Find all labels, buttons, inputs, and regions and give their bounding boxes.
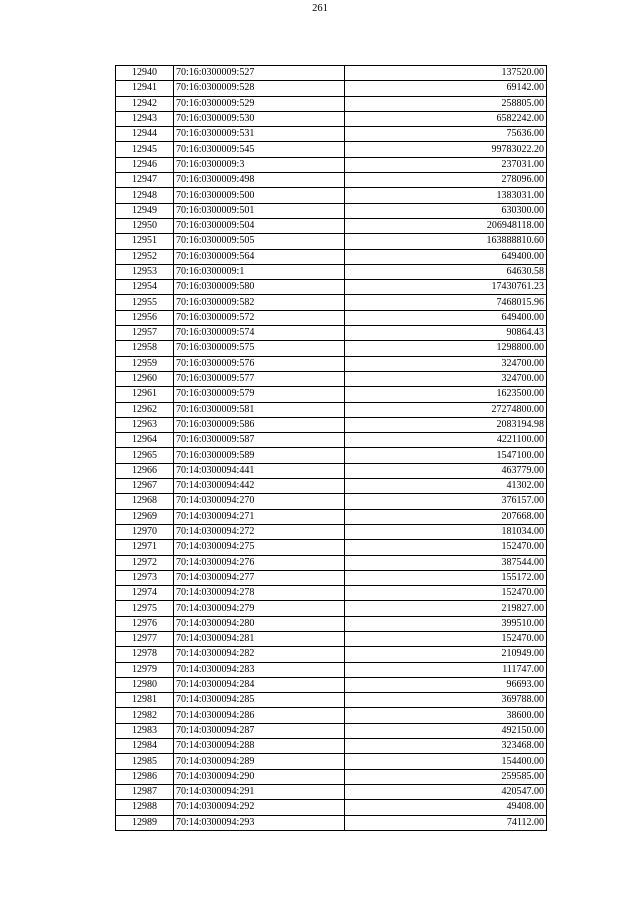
row-number-cell: 12962 [116, 402, 174, 417]
cadastral-value-cell: 181034.00 [345, 524, 547, 539]
table-row [116, 264, 547, 279]
table-row [116, 479, 547, 494]
cadastral-value-cell: 111747.00 [345, 662, 547, 677]
page-number: 261 [312, 3, 328, 14]
cadastral-number-cell: 70:16:0300009:582 [174, 295, 345, 310]
cadastral-value-cell: 2083194.98 [345, 417, 547, 432]
cadastral-value-cell: 649400.00 [345, 310, 547, 325]
cadastral-value-cell: 152470.00 [345, 540, 547, 555]
table-row [116, 218, 547, 233]
table-row [116, 815, 547, 830]
table-row [116, 616, 547, 631]
cadastral-number-cell: 70:16:0300009:586 [174, 417, 345, 432]
cadastral-value-cell: 155172.00 [345, 570, 547, 585]
cadastral-value-cell: 49408.00 [345, 800, 547, 815]
table-row [116, 693, 547, 708]
row-number-cell: 12980 [116, 677, 174, 692]
cadastral-value-cell: 324700.00 [345, 356, 547, 371]
row-number-cell: 12983 [116, 723, 174, 738]
cadastral-value-cell: 278096.00 [345, 173, 547, 188]
row-number-cell: 12952 [116, 249, 174, 264]
cadastral-value-cell: 27274800.00 [345, 402, 547, 417]
row-number-cell: 12968 [116, 494, 174, 509]
cadastral-value-cell: 41302.00 [345, 479, 547, 494]
table-row [116, 356, 547, 371]
row-number-cell: 12984 [116, 739, 174, 754]
table-row [116, 677, 547, 692]
cadastral-number-cell: 70:16:0300009:528 [174, 81, 345, 96]
table-row [116, 310, 547, 325]
table-row [116, 540, 547, 555]
row-number-cell: 12987 [116, 784, 174, 799]
table-row [116, 326, 547, 341]
cadastral-number-cell: 70:14:0300094:292 [174, 800, 345, 815]
cadastral-number-cell: 70:14:0300094:442 [174, 479, 345, 494]
row-number-cell: 12965 [116, 448, 174, 463]
cadastral-value-cell: 324700.00 [345, 371, 547, 386]
row-number-cell: 12982 [116, 708, 174, 723]
table-row [116, 433, 547, 448]
cadastral-number-cell: 70:16:0300009:501 [174, 203, 345, 218]
cadastral-number-cell: 70:14:0300094:271 [174, 509, 345, 524]
table-row [116, 96, 547, 111]
cadastral-number-cell: 70:14:0300094:287 [174, 723, 345, 738]
cadastral-number-cell: 70:16:0300009:575 [174, 341, 345, 356]
row-number-cell: 12942 [116, 96, 174, 111]
row-number-cell: 12967 [116, 479, 174, 494]
cadastral-value-table [115, 65, 547, 831]
cadastral-number-cell: 70:16:0300009:500 [174, 188, 345, 203]
cadastral-value-cell: 219827.00 [345, 601, 547, 616]
row-number-cell: 12953 [116, 264, 174, 279]
table-row [116, 555, 547, 570]
cadastral-number-cell: 70:16:0300009:572 [174, 310, 345, 325]
cadastral-number-cell: 70:14:0300094:288 [174, 739, 345, 754]
cadastral-number-cell: 70:16:0300009:545 [174, 142, 345, 157]
table-row [116, 371, 547, 386]
cadastral-number-cell: 70:14:0300094:291 [174, 784, 345, 799]
cadastral-number-cell: 70:16:0300009:576 [174, 356, 345, 371]
table-row [116, 647, 547, 662]
cadastral-value-cell: 75636.00 [345, 127, 547, 142]
row-number-cell: 12971 [116, 540, 174, 555]
row-number-cell: 12954 [116, 280, 174, 295]
cadastral-number-cell: 70:16:0300009:527 [174, 66, 345, 81]
row-number-cell: 12947 [116, 173, 174, 188]
cadastral-number-cell: 70:14:0300094:290 [174, 769, 345, 784]
cadastral-value-cell: 387544.00 [345, 555, 547, 570]
cadastral-value-cell: 237031.00 [345, 157, 547, 172]
cadastral-value-cell: 38600.00 [345, 708, 547, 723]
cadastral-value-cell: 99783022.20 [345, 142, 547, 157]
cadastral-number-cell: 70:16:0300009:530 [174, 111, 345, 126]
cadastral-value-cell: 1383031.00 [345, 188, 547, 203]
row-number-cell: 12948 [116, 188, 174, 203]
cadastral-value-cell: 323468.00 [345, 739, 547, 754]
table-row [116, 524, 547, 539]
cadastral-value-cell: 369788.00 [345, 693, 547, 708]
cadastral-number-cell: 70:16:0300009:3 [174, 157, 345, 172]
table-row [116, 570, 547, 585]
cadastral-value-cell: 4221100.00 [345, 433, 547, 448]
cadastral-number-cell: 70:14:0300094:285 [174, 693, 345, 708]
cadastral-number-cell: 70:14:0300094:293 [174, 815, 345, 830]
cadastral-number-cell: 70:16:0300009:581 [174, 402, 345, 417]
cadastral-number-cell: 70:14:0300094:283 [174, 662, 345, 677]
cadastral-number-cell: 70:14:0300094:278 [174, 586, 345, 601]
table-row [116, 463, 547, 478]
cadastral-number-cell: 70:14:0300094:277 [174, 570, 345, 585]
cadastral-value-cell: 1547100.00 [345, 448, 547, 463]
cadastral-value-cell: 163888810.60 [345, 234, 547, 249]
cadastral-value-cell: 376157.00 [345, 494, 547, 509]
cadastral-value-cell: 17430761.23 [345, 280, 547, 295]
row-number-cell: 12945 [116, 142, 174, 157]
cadastral-value-cell: 259585.00 [345, 769, 547, 784]
row-number-cell: 12949 [116, 203, 174, 218]
cadastral-number-cell: 70:14:0300094:280 [174, 616, 345, 631]
row-number-cell: 12986 [116, 769, 174, 784]
table-row [116, 739, 547, 754]
table-row [116, 494, 547, 509]
cadastral-number-cell: 70:14:0300094:275 [174, 540, 345, 555]
row-number-cell: 12951 [116, 234, 174, 249]
cadastral-value-cell: 649400.00 [345, 249, 547, 264]
row-number-cell: 12957 [116, 326, 174, 341]
row-number-cell: 12973 [116, 570, 174, 585]
table-row [116, 295, 547, 310]
cadastral-number-cell: 70:14:0300094:279 [174, 601, 345, 616]
cadastral-value-cell: 1623500.00 [345, 387, 547, 402]
cadastral-value-cell: 64630.58 [345, 264, 547, 279]
cadastral-number-cell: 70:16:0300009:531 [174, 127, 345, 142]
row-number-cell: 12985 [116, 754, 174, 769]
table-row [116, 387, 547, 402]
cadastral-value-cell: 69142.00 [345, 81, 547, 96]
table-row [116, 723, 547, 738]
cadastral-value-cell: 399510.00 [345, 616, 547, 631]
table-row [116, 417, 547, 432]
table-row [116, 127, 547, 142]
cadastral-number-cell: 70:16:0300009:587 [174, 433, 345, 448]
row-number-cell: 12950 [116, 218, 174, 233]
table-row [116, 280, 547, 295]
row-number-cell: 12944 [116, 127, 174, 142]
row-number-cell: 12959 [116, 356, 174, 371]
cadastral-number-cell: 70:14:0300094:289 [174, 754, 345, 769]
cadastral-number-cell: 70:16:0300009:579 [174, 387, 345, 402]
table-row [116, 769, 547, 784]
row-number-cell: 12977 [116, 631, 174, 646]
cadastral-value-cell: 1298800.00 [345, 341, 547, 356]
row-number-cell: 12946 [116, 157, 174, 172]
cadastral-value-cell: 210949.00 [345, 647, 547, 662]
cadastral-value-cell: 74112.00 [345, 815, 547, 830]
row-number-cell: 12964 [116, 433, 174, 448]
row-number-cell: 12969 [116, 509, 174, 524]
row-number-cell: 12966 [116, 463, 174, 478]
cadastral-number-cell: 70:14:0300094:286 [174, 708, 345, 723]
table-row [116, 157, 547, 172]
row-number-cell: 12958 [116, 341, 174, 356]
cadastral-number-cell: 70:14:0300094:270 [174, 494, 345, 509]
cadastral-value-cell: 206948118.00 [345, 218, 547, 233]
cadastral-number-cell: 70:16:0300009:564 [174, 249, 345, 264]
cadastral-value-cell: 207668.00 [345, 509, 547, 524]
cadastral-number-cell: 70:16:0300009:580 [174, 280, 345, 295]
cadastral-value-cell: 420547.00 [345, 784, 547, 799]
table-row [116, 631, 547, 646]
table-row [116, 66, 547, 81]
cadastral-number-cell: 70:14:0300094:441 [174, 463, 345, 478]
cadastral-value-cell: 154400.00 [345, 754, 547, 769]
cadastral-value-cell: 7468015.96 [345, 295, 547, 310]
table-row [116, 173, 547, 188]
cadastral-value-cell: 90864.43 [345, 326, 547, 341]
table-row [116, 601, 547, 616]
cadastral-value-cell: 258805.00 [345, 96, 547, 111]
cadastral-number-cell: 70:14:0300094:281 [174, 631, 345, 646]
cadastral-value-cell: 630300.00 [345, 203, 547, 218]
table-row [116, 111, 547, 126]
cadastral-value-cell: 152470.00 [345, 631, 547, 646]
cadastral-number-cell: 70:14:0300094:282 [174, 647, 345, 662]
row-number-cell: 12988 [116, 800, 174, 815]
table-row [116, 249, 547, 264]
cadastral-number-cell: 70:16:0300009:589 [174, 448, 345, 463]
row-number-cell: 12978 [116, 647, 174, 662]
row-number-cell: 12941 [116, 81, 174, 96]
cadastral-number-cell: 70:14:0300094:284 [174, 677, 345, 692]
row-number-cell: 12943 [116, 111, 174, 126]
table-row [116, 586, 547, 601]
table-row [116, 203, 547, 218]
cadastral-number-cell: 70:16:0300009:1 [174, 264, 345, 279]
row-number-cell: 12981 [116, 693, 174, 708]
cadastral-value-cell: 6582242.00 [345, 111, 547, 126]
row-number-cell: 12961 [116, 387, 174, 402]
table-row [116, 81, 547, 96]
row-number-cell: 12960 [116, 371, 174, 386]
row-number-cell: 12955 [116, 295, 174, 310]
cadastral-value-cell: 492150.00 [345, 723, 547, 738]
table-row [116, 784, 547, 799]
cadastral-number-cell: 70:14:0300094:276 [174, 555, 345, 570]
table-body [116, 66, 547, 831]
cadastral-number-cell: 70:16:0300009:498 [174, 173, 345, 188]
cadastral-number-cell: 70:16:0300009:505 [174, 234, 345, 249]
row-number-cell: 12976 [116, 616, 174, 631]
table-row [116, 448, 547, 463]
cadastral-number-cell: 70:16:0300009:529 [174, 96, 345, 111]
table-row [116, 662, 547, 677]
cadastral-value-cell: 137520.00 [345, 66, 547, 81]
table-row [116, 341, 547, 356]
table-row [116, 800, 547, 815]
row-number-cell: 12972 [116, 555, 174, 570]
row-number-cell: 12975 [116, 601, 174, 616]
cadastral-value-cell: 463779.00 [345, 463, 547, 478]
row-number-cell: 12956 [116, 310, 174, 325]
cadastral-value-cell: 152470.00 [345, 586, 547, 601]
table-row [116, 754, 547, 769]
cadastral-number-cell: 70:16:0300009:574 [174, 326, 345, 341]
row-number-cell: 12963 [116, 417, 174, 432]
table-row [116, 234, 547, 249]
row-number-cell: 12970 [116, 524, 174, 539]
row-number-cell: 12940 [116, 66, 174, 81]
row-number-cell: 12989 [116, 815, 174, 830]
row-number-cell: 12979 [116, 662, 174, 677]
cadastral-number-cell: 70:14:0300094:272 [174, 524, 345, 539]
cadastral-number-cell: 70:16:0300009:504 [174, 218, 345, 233]
table-row [116, 708, 547, 723]
table-row [116, 188, 547, 203]
row-number-cell: 12974 [116, 586, 174, 601]
cadastral-number-cell: 70:16:0300009:577 [174, 371, 345, 386]
table-row [116, 142, 547, 157]
table-row [116, 509, 547, 524]
cadastral-value-cell: 96693.00 [345, 677, 547, 692]
table-row [116, 402, 547, 417]
